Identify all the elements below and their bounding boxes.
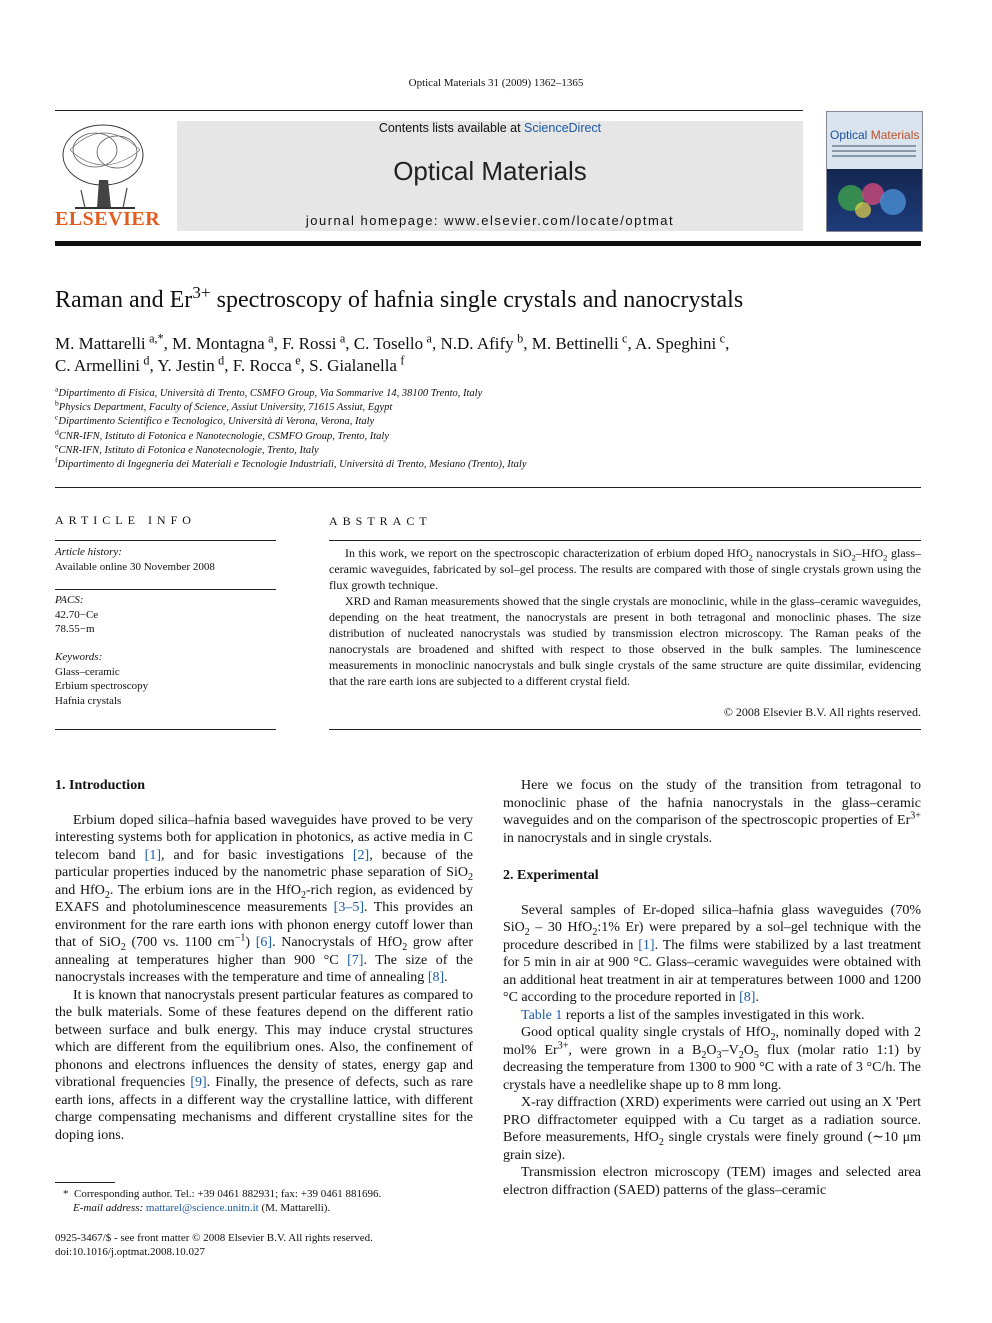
citation-link[interactable]: [1]	[638, 937, 655, 953]
left-column: 1. Introduction Erbium doped silica–hafnia based waveguides have proved to be very interesting systems both for application in photonics, as active media in C telecom band [1], and for basic investigations [2], because of the particular properties induced by the nanometric phase separation of SiO$_2$ and HfO$_2$. The erbium ions are in the HfO$_2$-rich region, as evidenced by EXAFS and photoluminescence measurements [3–5]. This provides an environment for the rare earth ions with phonon energy cutoff lower than that of SiO$_2$ (700 vs. 1100 $cm^{-1}$) [6]. Nanocrystals of HfO$_2$ grow after annealing at temperatures higher than 900 °C [7]. The size of the nanocrystals increases with the temperature and time of annealing [8]. It is known that nanocrystals present particular features as compared to the bulk materials. Some of these features depend on the different ratio between surface and bulk energy. This may induce crystal structures which are different from the equilibrium ones. Also, the confinement of phonons and electrons influences the density of states, energy gap and vibrational frequencies [9]. Finally, the presence of defects, such as rare earth ions, affects in a different way the crystalline lattice, with different charge compensating mechanisms and different crystalline sites for the doping ions.	[55, 778, 473, 1143]
journal-name: Optical Materials	[393, 156, 587, 186]
author[interactable]: A. Speghini	[635, 334, 717, 353]
abstract-text: In this work, we report on the spectroscopic characterization of erbium doped HfO$_2$ nanocrystals in SiO$_2$–HfO$_2$ glass–ceramic waveguides, fabricated by sol–gel process. The results are compared with those of single crystals grown using the flux growth technique. XRD and Raman measurements showed that the single crystals are monoclinic, while in the glass–ceramic waveguides, depending on the heat treatment, the nanocrystals are present in both tetragonal and monoclinic phases. The size distribution of nucleated nanocrystals was studied by transmission electron microscopy. The Raman peaks of the nanocrystals are broadened and shifted with respect to those observed in the bulk samples. The luminescence measurements in monoclinic nanocrystals and bulk single crystals of the same structure are quite dissimilar, evidencing that the rare earth ions are subjected to a different crystal field.	[329, 546, 921, 688]
affiliation: $^b$Physics Department, Faculty of Science, Assiut University, 71615 Assiut, Egypt	[55, 398, 393, 414]
right-column: Here we focus on the study of the transition from tetragonal to monoclinic phase of the hafnia nanocrystals in the glass–ceramic waveguides and on the comparison of the spectroscopic properties of $Er^{3+}$ in nanocrystals and in single crystals. 2. Experimental Several samples of Er-doped silica–hafnia glass waveguides (70% SiO$_2$ – 30 HfO$_2$:1% Er) were prepared by a sol–gel technique with the procedure described in [1]. The films were stabilized by a last treatment for 5 min in air at 900 °C. Glass–ceramic waveguides were obtained with an additional heat treatment in air at temperatures between 1000 and 1200 °C according to the procedure reported in [8]. Table 1 reports a list of the samples investigated in this work. Good optical quality single crystals of HfO$_2$, nominally doped with 2 mol% $Er^{3+}$, were grown in a $B_2O_3-V_2O_5$ flux (molar ratio 1:1) by decreasing the temperature from 1300 to 900 °C with a rate of 3 °C/h. The crystals have a needlelike shape up to 8 mm long. X-ray diffraction (XRD) experiments were carried out using an X 'Pert PRO diffractometer equipped with a Cu target as a radiation source. Before measurements, HfO$_2$ single crystals were finely ground (∼10 μm grain size). Transmission electron microscopy (TEM) images and selected area electron diffraction (SAED) patterns of the glass–ceramic	[503, 778, 922, 1198]
section-heading: 1. Introduction	[55, 778, 145, 793]
journal-citation: Optical Materials 31 (2009) 1362–1365	[408, 77, 584, 89]
corresponding-footnote: * Corresponding author. Tel.: +39 0461 882931; fax: +39 0461 881696. E-mail address: mattarel@science.unitn.it (M. Mattarelli).	[63, 1188, 382, 1214]
author[interactable]: M. Montagna	[172, 334, 265, 353]
journal-cover	[826, 111, 923, 232]
front-matter: 0925-3467/$ - see front matter © 2008 Elsevier B.V. All rights reserved. doi:10.1016/j.optmat.2008.10.027	[55, 1231, 475, 1259]
author[interactable]: F. Rossi	[282, 334, 337, 353]
header-rule	[55, 110, 803, 111]
author[interactable]: C. Armellini	[55, 356, 140, 375]
doi[interactable]: doi:10.1016/j.optmat.2008.10.027	[55, 1246, 206, 1258]
section-rule	[55, 487, 921, 488]
author[interactable]: N.D. Afify	[440, 334, 514, 353]
author[interactable]: S. Gialanella	[309, 356, 397, 375]
affiliation: $^c$Dipartimento Scientifico e Tecnologico, Università di Verona, Verona, Italy	[55, 412, 375, 428]
keyword: Hafnia crystals	[55, 694, 122, 707]
author[interactable]: Y. Jestin	[157, 356, 215, 375]
table-link[interactable]: Table 1	[521, 1007, 563, 1023]
citation-link[interactable]: [8]	[739, 990, 756, 1005]
citation-link[interactable]: [3–5]	[333, 900, 364, 915]
affiliation-list	[55, 384, 935, 472]
affiliation: $^d$CNR-IFN, Istituto di Fotonica e Nanotecnologie, CSMFO Group, Trento, Italy	[55, 427, 390, 442]
article-title: Raman and $Er^{3+}$ spectroscopy of hafnia single crystals and nanocrystals	[55, 283, 744, 313]
citation-link[interactable]: [2]	[352, 847, 370, 863]
section-heading: 2. Experimental	[503, 868, 599, 883]
article-history: Article history: Available online 30 November 2008	[55, 546, 215, 573]
citation-link[interactable]: [6]	[255, 935, 273, 950]
citation-link[interactable]: [9]	[190, 1075, 207, 1090]
header-thick-rule	[55, 241, 921, 246]
keyword-list: Keywords: Glass–ceramic Erbium spectroscopy Hafnia crystals	[55, 650, 276, 708]
citation-link[interactable]: [1]	[144, 847, 161, 863]
affiliation: $^f$Dipartimento di Ingegneria dei Materiali e Tecnologie Industriali, Università di Trento, Mesiano (Trento), Italy	[55, 455, 527, 471]
author[interactable]: F. Rocca	[232, 356, 292, 375]
abstract-copyright: © 2008 Elsevier B.V. All rights reserved.	[723, 705, 921, 719]
author-list: M. Mattarelli $^{a,*}$, M. Montagna $^a$, F. Rossi $^a$, C. Tosello $^a$, N.D. Afify $^b$, M. Bettinelli $^c$, A. Speghini $^c$, C. Armellini $^d$, Y. Jestin $^d$, F. Rocca $^e$, S. Gialanella $^f$	[55, 331, 730, 375]
citation-link[interactable]: [8]	[427, 970, 445, 985]
sciencedirect-link[interactable]: ScienceDirect	[524, 121, 602, 135]
author[interactable]: C. Tosello	[353, 334, 424, 353]
author[interactable]: M. Mattarelli	[55, 334, 146, 353]
publisher-name: ELSEVIER	[55, 208, 161, 230]
article-info-heading: ARTICLE INFO	[55, 513, 196, 527]
footnote-rule	[55, 1182, 115, 1183]
keyword: Erbium spectroscopy	[55, 680, 149, 692]
email-link[interactable]: mattarel@science.unitn.it	[145, 1202, 259, 1214]
pacs-list: PACS: 42.70−Ce 78.55−m	[55, 594, 99, 635]
contents-line: Contents lists available at ScienceDirect	[378, 121, 602, 135]
affiliation: $^a$Dipartimento di Fisica, Università di Trento, CSMFO Group, Via Sommarive 14, 38100 Trento, Italy	[55, 384, 483, 399]
author[interactable]: M. Bettinelli	[531, 334, 619, 353]
citation-link[interactable]: [7]	[347, 952, 364, 968]
abstract-heading: ABSTRACT	[329, 514, 432, 528]
keyword: Glass–ceramic	[55, 665, 120, 678]
cover-image	[833, 174, 915, 222]
journal-homepage[interactable]: journal homepage: www.elsevier.com/locate/optmat	[305, 213, 675, 228]
affiliation: $^e$CNR-IFN, Istituto di Fotonica e Nanotecnologie, Trento, Italy	[55, 441, 319, 456]
cover-title: Optical Materials	[830, 128, 920, 142]
